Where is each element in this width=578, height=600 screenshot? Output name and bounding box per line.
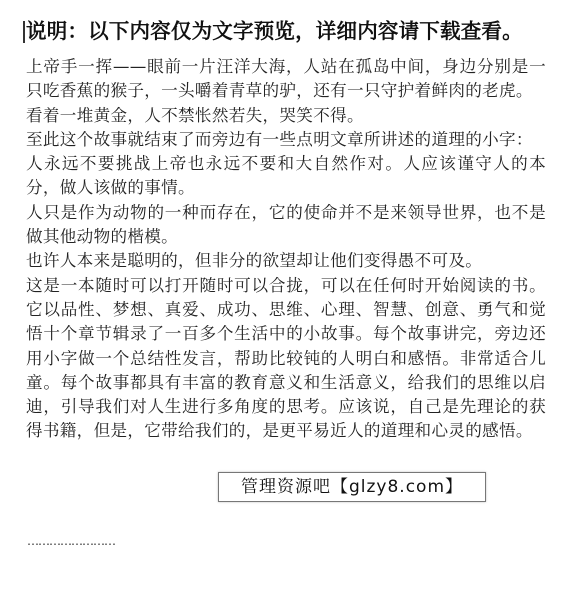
paragraph-book-review: 这是一本随时可以打开随时可以合拢，可以在任何时开始阅读的书。它以品性、梦想、真爱、成功、思维、心理、智慧、创意、勇气和觉悟十个章节辑录了一百多个生活中的小故事。每个故事讲完，旁边还用小字做一个总结性发言，帮助比较钝的人明白和感悟。非常适合儿童。每个故事都具有丰富的教育意义和生活意义，给我们的思维以启迪，引导我们对人生进行多角度的思考。应该说，自己是先理论的获得书籍，但是，它带给我们的，是更平易近人的道理和心灵的感悟。 xyxy=(26,275,546,441)
preview-notice: 说明：以下内容仅为文字预览，详细内容请下载查看。 xyxy=(26,19,523,43)
paragraph-gold: 看着一堆黄金，人不禁怅然若失，哭笑不得。 xyxy=(26,105,364,125)
paragraph-lesson-desire: 也许人本来是聪明的，但非分的欲望却让他们变得愚不可及。 xyxy=(26,251,483,271)
paragraph-side-note-intro: 至此这个故事就结束了而旁边有一些点明文章所讲述的道理的小字： xyxy=(26,129,533,149)
site-watermark: 管理资源吧【glzy8.com】 xyxy=(218,472,486,502)
paragraph-lesson-animal: 人只是作为动物的一种而存在，它的使命并不是来领导世界，也不是做其他动物的楷模。 xyxy=(26,202,546,247)
paragraph-story-ending: 上帝手一挥——眼前一片汪洋大海，人站在孤岛中间，身边分别是一只吃香蕉的猴子，一头嚼着青草的驴，还有一只守护着鲜肉的老虎。 xyxy=(26,57,546,101)
text-cursor xyxy=(23,21,25,43)
paragraph-lesson-nature: 人永远不要挑战上帝也永远不要和大自然作对。人应该谨守人的本分，做人该做的事情。 xyxy=(26,154,546,198)
ellipsis-continuation: …………………… xyxy=(27,534,115,548)
document-body xyxy=(26,55,546,444)
